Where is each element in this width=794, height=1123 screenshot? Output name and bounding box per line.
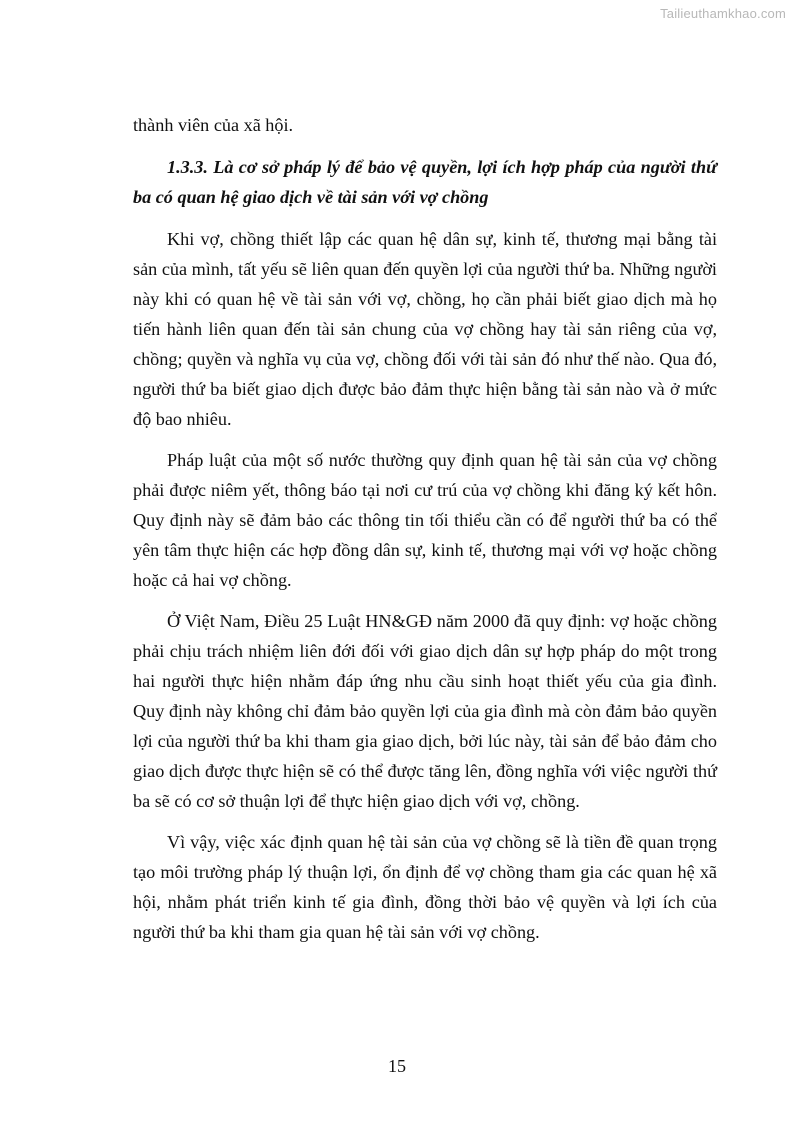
watermark-text: Tailieuthamkhao.com [660,6,786,21]
page-number: 15 [388,1056,406,1076]
lead-text: thành viên của xã hội. [133,115,294,135]
section-heading: 1.3.3. Là cơ sở pháp lý để bảo vệ quyền, lợi ích hợp pháp của người thứ ba có quan hệ giao dịch về tài sản với vợ chồng [133,157,717,207]
paragraph: Ở Việt Nam, Điều 25 Luật HN&GĐ năm 2000 đã quy định: vợ hoặc chồng phải chịu trách nhiệm liên đới đối với giao dịch dân sự hợp pháp do một trong hai người thực hiện nhằm đáp ứng nhu cầu sinh hoạt thiết yếu của gia đình. Quy định này không chỉ đảm bảo quyền lợi của gia đình mà còn đảm bảo quyền lợi của người thứ ba khi tham gia giao dịch, bởi lúc này, tài sản để bảo đảm cho giao dịch được thực hiện sẽ có thể được tăng lên, đồng nghĩa với việc người thứ ba sẽ có cơ sở thuận lợi để thực hiện giao dịch với vợ, chồng. [133,611,717,811]
paragraph: Pháp luật của một số nước thường quy định quan hệ tài sản của vợ chồng phải được niêm yết, thông báo tại nơi cư trú của vợ chồng khi đăng ký kết hôn. Quy định này sẽ đảm bảo các thông tin tối thiểu cần có để người thứ ba có thể yên tâm thực hiện các hợp đồng dân sự, kinh tế, thương mại với vợ hoặc chồng hoặc cả hai vợ chồng. [133,450,717,590]
document-body [133,110,717,958]
paragraph: Khi vợ, chồng thiết lập các quan hệ dân sự, kinh tế, thương mại bằng tài sản của mình, tất yếu sẽ liên quan đến quyền lợi của người thứ ba. Những người này khi có quan hệ về tài sản với vợ, chồng, họ cần phải biết giao dịch mà họ tiến hành liên quan đến tài sản chung của vợ chồng hay tài sản riêng của vợ, chồng; quyền và nghĩa vụ của vợ, chồng đối với tài sản đó như thế nào. Qua đó, người thứ ba biết giao dịch được bảo đảm thực hiện bằng tài sản nào và ở mức độ bao nhiêu. [133,229,717,429]
paragraph: Vì vậy, việc xác định quan hệ tài sản của vợ chồng sẽ là tiền đề quan trọng tạo môi trường pháp lý thuận lợi, ổn định để vợ chồng tham gia các quan hệ xã hội, nhằm phát triển kinh tế gia đình, đồng thời bảo vệ quyền và lợi ích của người thứ ba khi tham gia quan hệ tài sản với vợ chồng. [133,832,717,942]
